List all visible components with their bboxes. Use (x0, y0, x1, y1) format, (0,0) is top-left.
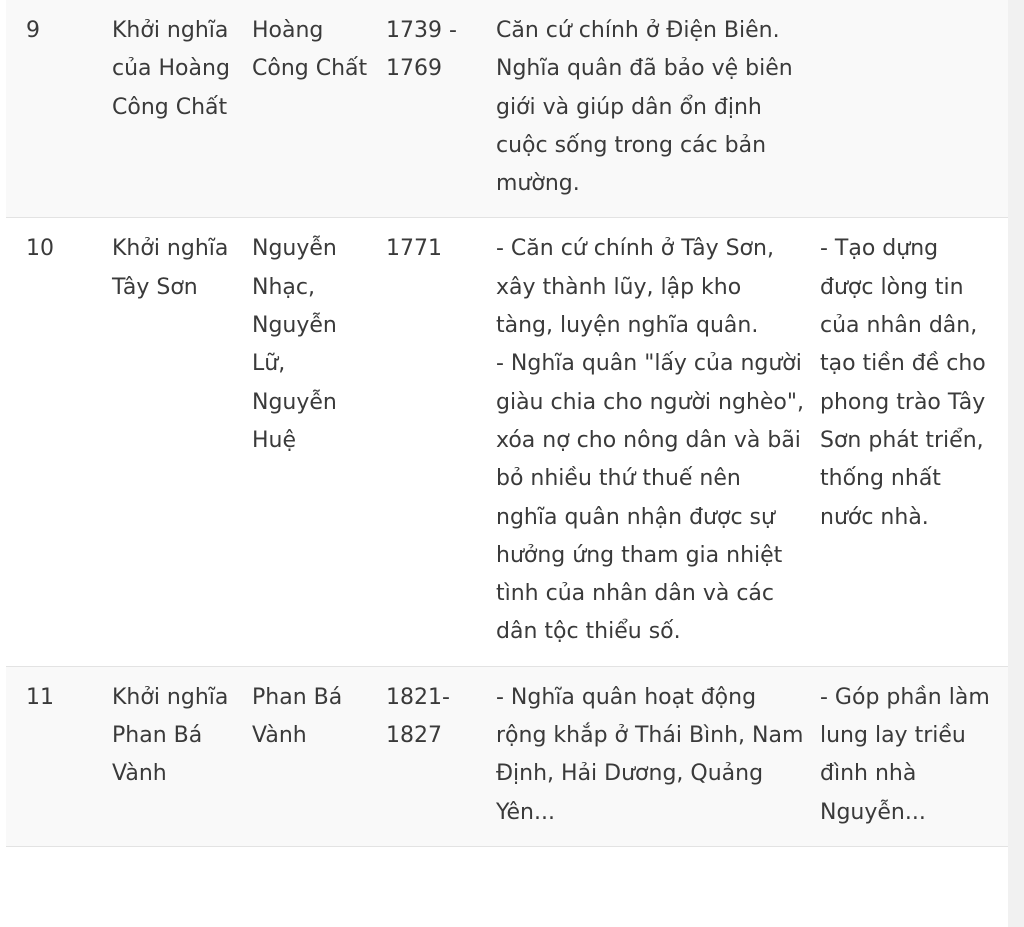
content-paragraph: - Nghĩa quân "lấy của người giàu chia cho người nghèo", xóa nợ cho nông dân và bãi bỏ nhiều thứ thuế nên nghĩa quân nhận được sự hưởng ứng tham gia nhiệt tình của nhân dân và các dân tộc thiểu số. (496, 351, 804, 645)
uprising-name-cell: Khởi nghĩa của Hoàng Công Chất (112, 18, 230, 120)
row-number-cell: 10 (26, 236, 54, 262)
row-number-cell: 9 (26, 18, 40, 43)
table-row (6, 0, 1008, 218)
uprising-name-cell: Khởi nghĩa Tây Sơn (112, 236, 229, 300)
time-cell: 1821-1827 (386, 684, 450, 749)
uprisings-table (6, 0, 1008, 847)
main-content-cell: - Nghĩa quân hoạt động rộng khắp ở Thái Bình, Nam Định, Hải Dương, Quảng Yên... (496, 684, 804, 825)
meaning-cell: - Tạo dựng được lòng tin của nhân dân, tạo tiền đề cho phong trào Tây Sơn phát triển, thống nhất nước nhà. (820, 236, 986, 530)
table-row (6, 666, 1008, 846)
uprising-name-cell: Khởi nghĩa Phan Bá Vành (112, 684, 229, 787)
main-content-cell: Căn cứ chính ở Điện Biên. Nghĩa quân đã bảo vệ biên giới và giúp dân ổn định cuộc sống trong các bản mường. (496, 18, 793, 197)
leader-cell: Phan Bá Vành (252, 684, 343, 749)
leader-cell: Nguyễn Nhạc, Nguyễn Lữ, Nguyễn Huệ (252, 236, 337, 453)
meaning-cell: - Góp phần làm lung lay triều đình nhà Nguyễn... (820, 684, 990, 825)
row-number-cell: 11 (26, 684, 54, 710)
leader-cell: Hoàng Công Chất (252, 18, 368, 82)
table-row (6, 218, 1008, 666)
time-cell: 1739 - 1769 (386, 18, 457, 82)
meaning-cell (818, 0, 1008, 218)
content-paragraph: - Căn cứ chính ở Tây Sơn, xây thành lũy, lập kho tàng, luyện nghĩa quân. (496, 236, 774, 339)
main-content-cell (490, 218, 818, 666)
scrollbar-track[interactable] (1008, 0, 1024, 927)
time-cell: 1771 (386, 236, 442, 262)
